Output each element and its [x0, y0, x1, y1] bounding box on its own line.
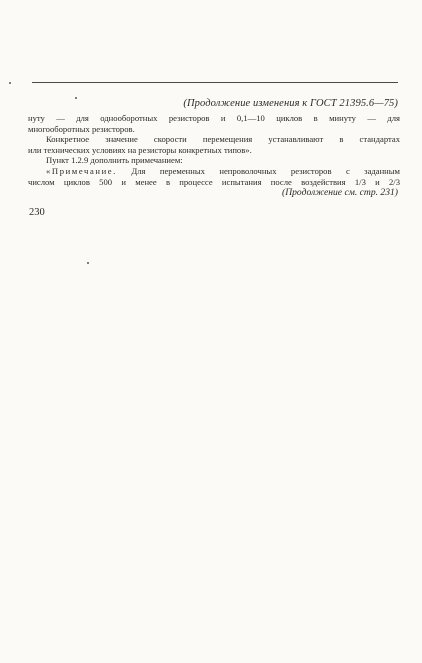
continued-note: (Продолжение см. стр. 231)	[282, 187, 398, 198]
scan-speck	[87, 262, 89, 264]
continuation-header: (Продолжение изменения к ГОСТ 21395.6—75)	[183, 98, 398, 109]
body-text	[28, 113, 400, 187]
text-line	[28, 166, 400, 177]
text-line: нуту — для однооборотных резисторов и 0,1—10 циклов в минуту — для	[28, 113, 400, 123]
text-line: многооборотных резисторов.	[28, 123, 135, 134]
text-line: или технических условиях на резисторы конкретных типов».	[28, 144, 252, 155]
text-line: Пункт 1.2.9 дополнить примечанием:	[46, 155, 183, 166]
scan-speck	[75, 97, 77, 99]
scan-speck	[9, 82, 11, 84]
page-number: 230	[29, 207, 45, 218]
top-rule	[32, 82, 398, 83]
text-line: числом циклов 500 и менее в процессе испытания после воздействия 1/3 и 2/3	[28, 176, 400, 187]
note-label: «Примечание.	[46, 165, 117, 176]
text-line: Конкретное значение скорости перемещения устанавливают в стандартах	[46, 134, 400, 145]
note-text: Для переменных непроволочных резисторов с заданным	[131, 165, 400, 176]
